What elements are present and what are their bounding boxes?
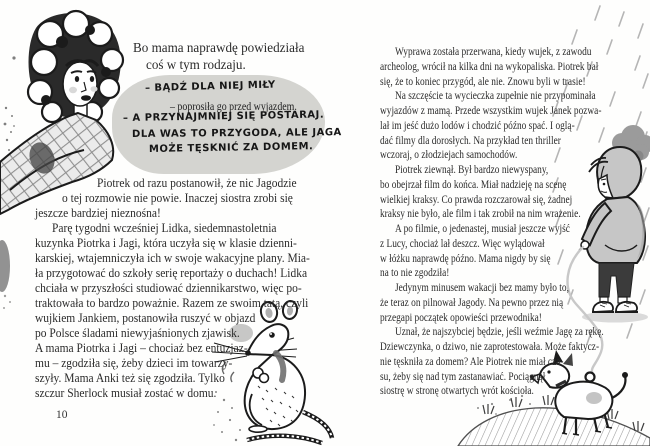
left-para2-line: po Polsce śladami niewyjaśnionych zjawisk. bbox=[35, 326, 240, 340]
right-text-line: Piotrek ziewnął. Był bardzo niewyspany, bbox=[395, 162, 549, 176]
left-para2-line: chciała w przyszłości studiować dziennikarstwo, więc po- bbox=[35, 281, 302, 295]
left-para2-line: karskiej, wtajemniczyła ich w swoje wakacyjne plany. Mia- bbox=[35, 251, 310, 265]
left-para2-line: kuzynka Piotrka i Jagi, która uczyła się w klasie dzienni- bbox=[35, 236, 297, 250]
right-text-line: su, żeby się nad tym zastanawiać. Pociągnął bbox=[380, 369, 546, 383]
left-para2-line: mu – zgodziła się, żeby dzieci im towarzy- bbox=[35, 356, 233, 370]
right-text-line: z Lucy, chociaż lał deszcz. Więc wylądował bbox=[380, 236, 545, 250]
right-text-line: wielkiej kraksy. Co prawda rozczarował się, żadnej bbox=[380, 192, 573, 206]
left-intro-line: coś w tym rodzaju. bbox=[146, 57, 246, 72]
right-text-line: bo obejrzał film do końca. Miał nadzieję na scenę bbox=[380, 177, 567, 191]
bubble-line: DLA WAS TO PRZYGODA, ALE JAGA bbox=[131, 127, 342, 140]
right-text-line: Uznał, że najszybciej będzie, jeśli weźmie Jagę za rękę. bbox=[395, 324, 604, 338]
bubble-line: – poprosiła go przed wyjazdem. bbox=[170, 99, 297, 113]
right-text-line: Na szczęście ta wycieczka zupełnie nie przypominała bbox=[395, 88, 596, 102]
left-para2-line: szyły. Mama Anki też się zgodziła. Tylko bbox=[35, 371, 225, 385]
right-text-line: kraksy nie było, ale film i tak zrobił na nim wrażenie. bbox=[380, 206, 581, 220]
bubble-line: – A PRZYNAJMNIEJ SIĘ POSTARAJ. bbox=[122, 109, 325, 124]
right-text-line: nie tęskniła za domem? Ale Piotrek nie miał cza- bbox=[380, 354, 564, 368]
right-text-line: archeolog, wrócił na kilka dni na wykopaliska. Piotrek bał bbox=[380, 59, 599, 73]
page-number-left: 10 bbox=[56, 409, 68, 421]
right-text-line: Jedynym minusem wakacji bez mamy było to, bbox=[395, 280, 569, 294]
left-intro-line: Bo mama naprawdę powiedziała bbox=[133, 40, 305, 55]
left-para2-line: wujkiem Jankiem, postanowiła ruszyć w objazd bbox=[35, 311, 256, 325]
right-text-line: wyjazdów z mamą. Przede wszystkim wujek Janek pozwa- bbox=[380, 103, 602, 117]
right-text-line: wczoraj, o złodziejach samochodów. bbox=[380, 147, 518, 161]
right-text-line: lał im jeść dużo lodów i chodzić późno spać. I oglą- bbox=[380, 118, 575, 132]
bubble-line: – BĄDŹ DLA NIEJ MIŁY bbox=[144, 79, 276, 94]
right-text-line: Dziewczynka, o dziwo, nie zaprotestowała. Może faktycz- bbox=[380, 339, 600, 353]
right-text-line: przegapi początek opowieści przewodnika! bbox=[380, 310, 542, 324]
left-para2-line: Parę tygodni wcześniej Lidka, siedemnastoletnia bbox=[52, 221, 277, 235]
right-text-line: na to nie zgodziła! bbox=[380, 265, 450, 279]
bubble-line: MOŻE TĘSKNIĆ ZA DOMEM. bbox=[148, 141, 314, 155]
left-para2-line: A mama Piotrka i Jagi – chociaż bez entuzjaz- bbox=[35, 341, 248, 355]
right-text-line: siostrę w stronę otwartych wrót kościoła. bbox=[380, 383, 534, 397]
left-para1-line: jeszcze bardziej nieznośna! bbox=[35, 206, 161, 220]
right-text-line: A po filmie, o jedenastej, musiał jeszcze wyjść bbox=[395, 221, 570, 235]
right-text-line: że teraz on pilnował Jagody. Na pewno przez nią bbox=[380, 295, 564, 309]
right-text-line: dać filmy dla dorosłych. Na przykład ten thriller bbox=[380, 133, 561, 147]
right-text-line: w łóżku naprawdę późno. Mama nigdy by się bbox=[380, 251, 551, 265]
left-para1-line: o tej rozmowie nie powie. Inaczej siostra zrobi się bbox=[62, 191, 293, 205]
left-para2-line: szczur Sherlock musiał zostać w domu. bbox=[35, 386, 217, 400]
left-para2-line: ła przygotować do szkoły serię reportaży o duchach! Lidka bbox=[35, 266, 308, 280]
left-para2-line: traktowała to bardzo poważnie. Razem ze swoim tatą, czyli bbox=[35, 296, 309, 310]
right-text-line: się, że to koniec przygód, ale nie. Znowu byli w trasie! bbox=[380, 74, 586, 88]
left-para1-line: Piotrek od razu postanowił, że nic Jagodzie bbox=[97, 176, 297, 190]
right-text-line: Wyprawa została przerwana, kiedy wujek, z zawodu bbox=[395, 44, 592, 58]
